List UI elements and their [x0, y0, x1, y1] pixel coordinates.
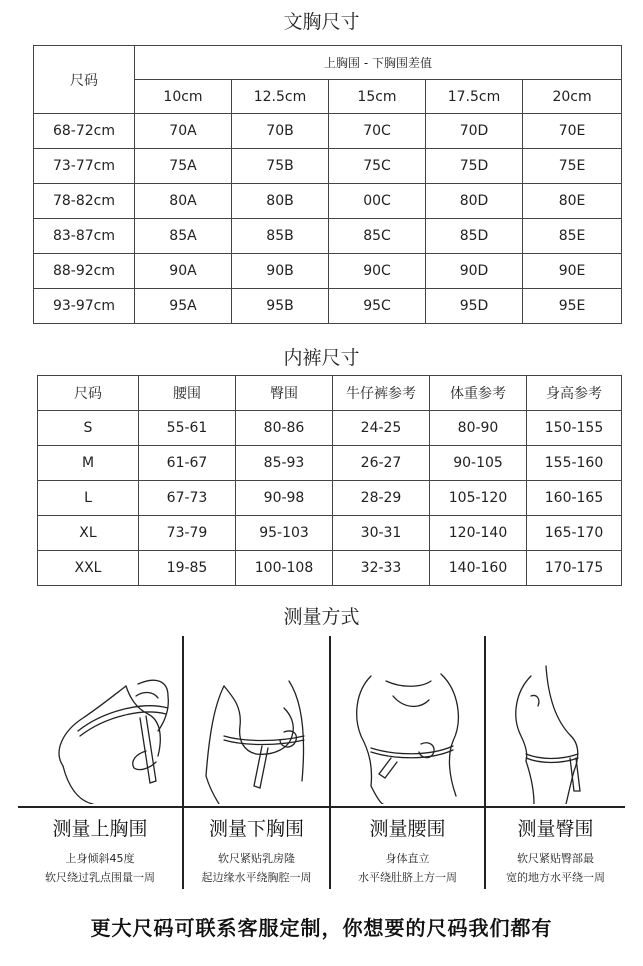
table-row: [38, 446, 622, 481]
measure-description: [486, 849, 625, 887]
panty-cell: 155-160: [527, 446, 622, 481]
bra-size-cell: 85C: [329, 219, 426, 254]
bra-size-cell: 95E: [523, 289, 622, 324]
bra-size-cell: 90B: [232, 254, 329, 289]
table-row: [38, 516, 622, 551]
bra-band-cell: 73-77cm: [34, 149, 135, 184]
under-bust-illustration: [184, 636, 329, 804]
measure-panel-hip: [486, 636, 625, 891]
bra-size-cell: 95A: [135, 289, 232, 324]
table-row: [34, 254, 622, 289]
bra-diff-col: 15cm: [329, 80, 426, 114]
panty-cell: 55-61: [139, 411, 236, 446]
bra-size-cell: 85A: [135, 219, 232, 254]
bra-band-cell: 83-87cm: [34, 219, 135, 254]
bra-size-cell: 80D: [426, 184, 523, 219]
measure-description-line: 软尺紧贴臀部最: [517, 852, 594, 865]
measure-label: 测量上胸围: [52, 818, 148, 840]
panty-cell: XXL: [38, 551, 139, 586]
hip-illustration: [486, 636, 625, 804]
measurement-title: 测量方式: [283, 606, 360, 628]
bra-size-cell: 90E: [523, 254, 622, 289]
bra-size-cell: 80E: [523, 184, 622, 219]
measure-description-line: 宽的地方水平绕一周: [506, 871, 605, 884]
panty-cell: 30-31: [333, 516, 430, 551]
measure-description: [184, 849, 329, 887]
bra-size-cell: 85B: [232, 219, 329, 254]
bra-band-cell: 68-72cm: [34, 114, 135, 149]
panty-cell: S: [38, 411, 139, 446]
measure-panel-under-bust: [184, 636, 329, 891]
panty-cell: 105-120: [430, 481, 527, 516]
bra-chart-title: 文胸尺寸: [283, 11, 360, 33]
bra-size-cell: 95D: [426, 289, 523, 324]
panty-cell: 80-86: [236, 411, 333, 446]
panty-cell: 61-67: [139, 446, 236, 481]
panty-header-cell: 牛仔裤参考: [333, 376, 430, 411]
table-row: [34, 219, 622, 254]
upper-bust-illustration: [18, 636, 182, 804]
panty-header-cell: 臀围: [236, 376, 333, 411]
panty-cell: 170-175: [527, 551, 622, 586]
panty-header-cell: 体重参考: [430, 376, 527, 411]
table-row: [34, 114, 622, 149]
bra-diff-col: 17.5cm: [426, 80, 523, 114]
panty-cell: 100-108: [236, 551, 333, 586]
bra-size-cell: 70C: [329, 114, 426, 149]
panty-cell: XL: [38, 516, 139, 551]
measure-description-line: 软尺绕过乳点围量一周: [45, 871, 155, 884]
bra-size-cell: 85D: [426, 219, 523, 254]
bra-size-cell: 75C: [329, 149, 426, 184]
bra-size-cell: 90A: [135, 254, 232, 289]
panty-cell: 90-105: [430, 446, 527, 481]
bra-diff-header: 上胸围 - 下胸围差值: [135, 46, 622, 80]
measure-panel-upper-bust: [18, 636, 182, 891]
panty-cell: 73-79: [139, 516, 236, 551]
bra-size-cell: 75A: [135, 149, 232, 184]
measure-description-line: 水平绕肚脐上方一周: [358, 871, 457, 884]
footer-note: 更大尺码可联系客服定制，你想要的尺码我们都有: [90, 916, 553, 940]
table-header-row: [38, 376, 622, 411]
bra-size-cell: 75D: [426, 149, 523, 184]
panty-cell: 90-98: [236, 481, 333, 516]
panty-cell: 19-85: [139, 551, 236, 586]
bra-size-cell: 90C: [329, 254, 426, 289]
table-row: [38, 481, 622, 516]
measurement-panels: [18, 636, 625, 891]
bra-size-cell: 75B: [232, 149, 329, 184]
panty-cell: 160-165: [527, 481, 622, 516]
bra-diff-col: 20cm: [523, 80, 622, 114]
panty-cell: 80-90: [430, 411, 527, 446]
panty-cell: 140-160: [430, 551, 527, 586]
measure-description-line: 上身倾斜45度: [65, 852, 135, 865]
panty-cell: 95-103: [236, 516, 333, 551]
panty-header-cell: 腰围: [139, 376, 236, 411]
waist-illustration: [331, 636, 484, 804]
panty-cell: M: [38, 446, 139, 481]
bra-size-cell: 80B: [232, 184, 329, 219]
panty-cell: 24-25: [333, 411, 430, 446]
panty-cell: 150-155: [527, 411, 622, 446]
panty-cell: 85-93: [236, 446, 333, 481]
panty-cell: 28-29: [333, 481, 430, 516]
bra-diff-col: 12.5cm: [232, 80, 329, 114]
bra-size-cell: 70B: [232, 114, 329, 149]
measure-description-line: 起边缘水平绕胸腔一周: [201, 871, 312, 884]
table-row: [34, 149, 622, 184]
panty-cell: 67-73: [139, 481, 236, 516]
bra-size-cell: 75E: [523, 149, 622, 184]
table-row: [38, 411, 622, 446]
panty-cell: L: [38, 481, 139, 516]
bra-diff-col: 10cm: [135, 80, 232, 114]
panty-cell: 120-140: [430, 516, 527, 551]
bra-size-cell: 70A: [135, 114, 232, 149]
bra-size-cell: 70D: [426, 114, 523, 149]
panty-header-cell: 尺码: [38, 376, 139, 411]
bra-size-cell: 85E: [523, 219, 622, 254]
bra-band-cell: 93-97cm: [34, 289, 135, 324]
panty-size-table: [37, 375, 622, 586]
bra-band-cell: 78-82cm: [34, 184, 135, 219]
measure-description: [331, 849, 484, 887]
panty-header-cell: 身高参考: [527, 376, 622, 411]
bra-band-cell: 88-92cm: [34, 254, 135, 289]
bra-size-cell: 80A: [135, 184, 232, 219]
measure-label: 测量腰围: [369, 818, 446, 840]
bra-size-cell: 95B: [232, 289, 329, 324]
bra-size-header: 尺码: [34, 46, 135, 114]
bra-size-cell: 70E: [523, 114, 622, 149]
panty-cell: 165-170: [527, 516, 622, 551]
panty-cell: 26-27: [333, 446, 430, 481]
measure-description-line: 身体直立: [385, 852, 430, 865]
table-row: [34, 184, 622, 219]
measure-description-line: 软尺紧贴乳房隆: [218, 852, 295, 865]
measure-label: 测量下胸围: [208, 818, 304, 840]
measure-panel-waist: [331, 636, 484, 891]
bra-size-table: [33, 45, 622, 324]
table-row: [38, 551, 622, 586]
panty-chart-title: 内裤尺寸: [283, 347, 360, 369]
bra-size-cell: 90D: [426, 254, 523, 289]
bra-size-cell: 95C: [329, 289, 426, 324]
measure-description: [18, 849, 182, 887]
panty-cell: 32-33: [333, 551, 430, 586]
measure-label: 测量臀围: [517, 818, 594, 840]
bra-size-cell: 00C: [329, 184, 426, 219]
table-row: [34, 289, 622, 324]
